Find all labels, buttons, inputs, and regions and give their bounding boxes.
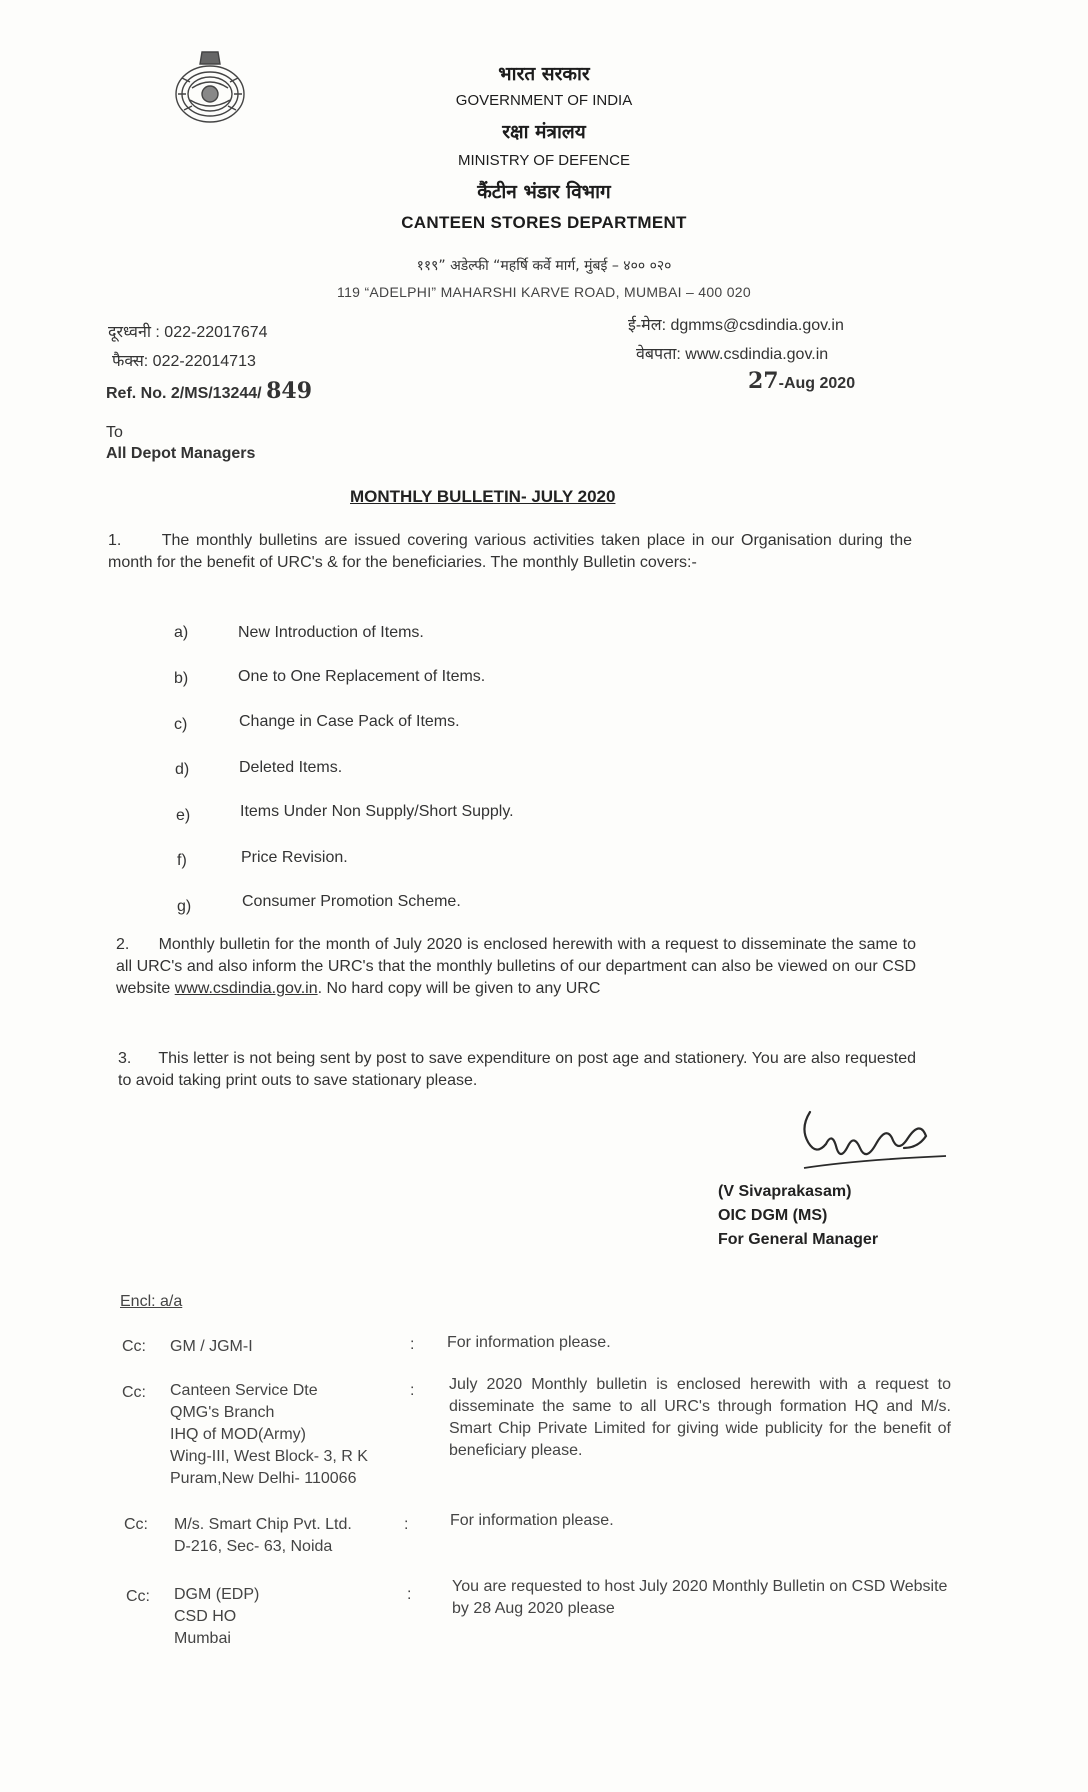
phone-number: दूरध्वनी : 022-22017674 xyxy=(108,324,268,341)
para-1-text: The monthly bulletins are issued covering various activities taken place in our Organisation during the month for the benefit of URC's & for the beneficiaries. The monthly Bulletin covers:- xyxy=(108,532,913,571)
list-item: New Introduction of Items. xyxy=(238,624,424,641)
cc-recipient xyxy=(170,1380,368,1490)
list-item-letter: c) xyxy=(174,716,188,733)
date-handwritten: 27 xyxy=(748,368,779,394)
cc-colon: : xyxy=(410,1336,415,1353)
cc-label: Cc: xyxy=(122,1384,146,1401)
list-item: Price Revision. xyxy=(241,849,348,866)
signatory-designation: OIC DGM (MS) xyxy=(718,1207,828,1224)
cc-recipient-line: M/s. Smart Chip Pvt. Ltd. xyxy=(174,1516,352,1533)
cc-colon: : xyxy=(407,1586,412,1603)
website: वेबपता: www.csdindia.gov.in xyxy=(636,346,829,363)
cc-recipient-line: Mumbai xyxy=(174,1630,231,1647)
cc-recipient-line: GM / JGM-I xyxy=(170,1338,253,1355)
list-item-letter: e) xyxy=(176,807,191,824)
dept-hindi: कैंटीन भंडार विभाग xyxy=(477,181,611,203)
govt-hindi: भारत सरकार xyxy=(498,63,590,85)
cc-colon: : xyxy=(404,1516,409,1533)
cc-colon: : xyxy=(410,1382,415,1399)
cc-recipient-line: DGM (EDP) xyxy=(174,1586,260,1603)
para-3-text: This letter is not being sent by post to save expenditure on post age and stationery. You are also requested to avoid taking print outs to save stationary please. xyxy=(118,1050,917,1089)
list-item-letter: d) xyxy=(175,761,190,778)
cc-note: You are requested to host July 2020 Monthly Bulletin on CSD Website by 28 Aug 2020 please xyxy=(452,1578,948,1617)
cc-recipient-line: D-216, Sec- 63, Noida xyxy=(174,1538,333,1555)
para-2-text: Monthly bulletin for the month of July 2020 is enclosed herewith with a request to disseminate the same to all URC's and also inform the URC's that the monthly bulletins of our department can also be viewed on our CSD website xyxy=(116,936,916,997)
cc-note: For information please. xyxy=(450,1512,614,1529)
signatory-name: (V Sivaprakasam) xyxy=(718,1183,852,1200)
address: 119 “ADELPHI” MAHARSHI KARVE ROAD, MUMBAI – 400 020 xyxy=(337,284,751,300)
cc-label: Cc: xyxy=(124,1516,148,1533)
cc-recipient-line: CSD HO xyxy=(174,1608,237,1625)
cc-recipient-line: Puram,New Delhi- 110066 xyxy=(170,1470,357,1487)
ministry-title: MINISTRY OF DEFENCE xyxy=(458,152,630,169)
cc-label: Cc: xyxy=(126,1588,150,1605)
govt-title: GOVERNMENT OF INDIA xyxy=(455,92,633,109)
para-1-number: 1. xyxy=(108,532,122,549)
cc-note: July 2020 Monthly bulletin is enclosed herewith with a request to disseminate the same to all URC's through formation HQ and M/s. Smart Chip Private Limited for giving wide publicity for the benefit of beneficiary please. xyxy=(449,1376,951,1459)
list-item: One to One Replacement of Items. xyxy=(238,668,486,685)
paragraph-1 xyxy=(108,530,912,574)
list-item-letter: b) xyxy=(174,670,189,687)
letter-date xyxy=(748,368,855,394)
dept-title: CANTEEN STORES DEPARTMENT xyxy=(401,213,687,232)
cc-recipient-line: Wing-III, West Block- 3, R K xyxy=(170,1448,368,1465)
paragraph-2 xyxy=(116,934,916,1000)
subject-title: MONTHLY BULLETIN- JULY 2020 xyxy=(350,487,616,506)
ref-handwritten: 849 xyxy=(266,378,313,404)
list-item: Consumer Promotion Scheme. xyxy=(242,893,461,910)
csd-website-link[interactable]: www.csdindia.gov.in xyxy=(174,980,318,997)
cc-recipient-line: IHQ of MOD(Army) xyxy=(170,1426,306,1443)
cc-recipient-line: QMG's Branch xyxy=(170,1404,275,1421)
signature-block xyxy=(718,1180,878,1252)
para-2-number: 2. xyxy=(116,936,130,953)
cc-recipient-line: Canteen Service Dte xyxy=(170,1382,318,1399)
enclosure-note: Encl: a/a xyxy=(120,1293,183,1310)
list-item-letter: g) xyxy=(177,898,192,915)
list-item-letter: f) xyxy=(177,852,187,869)
list-item: Change in Case Pack of Items. xyxy=(239,713,460,730)
signatory-for: For General Manager xyxy=(718,1231,879,1248)
address-hindi: ११९” अडेल्फी “महर्षि कर्वे मार्ग, मुंबई – ४०० ०२० xyxy=(416,258,672,274)
cc-recipient xyxy=(170,1336,253,1358)
cc-label: Cc: xyxy=(122,1338,146,1355)
reference-number xyxy=(106,378,312,404)
cc-note: For information please. xyxy=(447,1334,611,1351)
cc-recipient xyxy=(174,1514,352,1558)
ministry-hindi: रक्षा मंत्रालय xyxy=(502,121,586,143)
para-3-number: 3. xyxy=(118,1050,132,1067)
list-item-letter: a) xyxy=(174,624,189,641)
signature-icon xyxy=(796,1108,956,1190)
email: ई-मेल: dgmms@csdindia.gov.in xyxy=(628,317,844,334)
list-item: Deleted Items. xyxy=(239,759,343,776)
para-2-text-end: . No hard copy will be given to any URC xyxy=(317,980,601,997)
fax-number: फैक्स: 022-22014713 xyxy=(112,353,256,370)
to-label: To xyxy=(106,424,123,441)
cc-recipient xyxy=(174,1584,259,1650)
ref-prefix: Ref. No. 2/MS/13244/ xyxy=(106,385,262,402)
recipient-name: All Depot Managers xyxy=(106,445,256,462)
paragraph-3 xyxy=(118,1048,916,1092)
list-item: Items Under Non Supply/Short Supply. xyxy=(240,803,514,820)
date-suffix: -Aug 2020 xyxy=(778,375,856,392)
